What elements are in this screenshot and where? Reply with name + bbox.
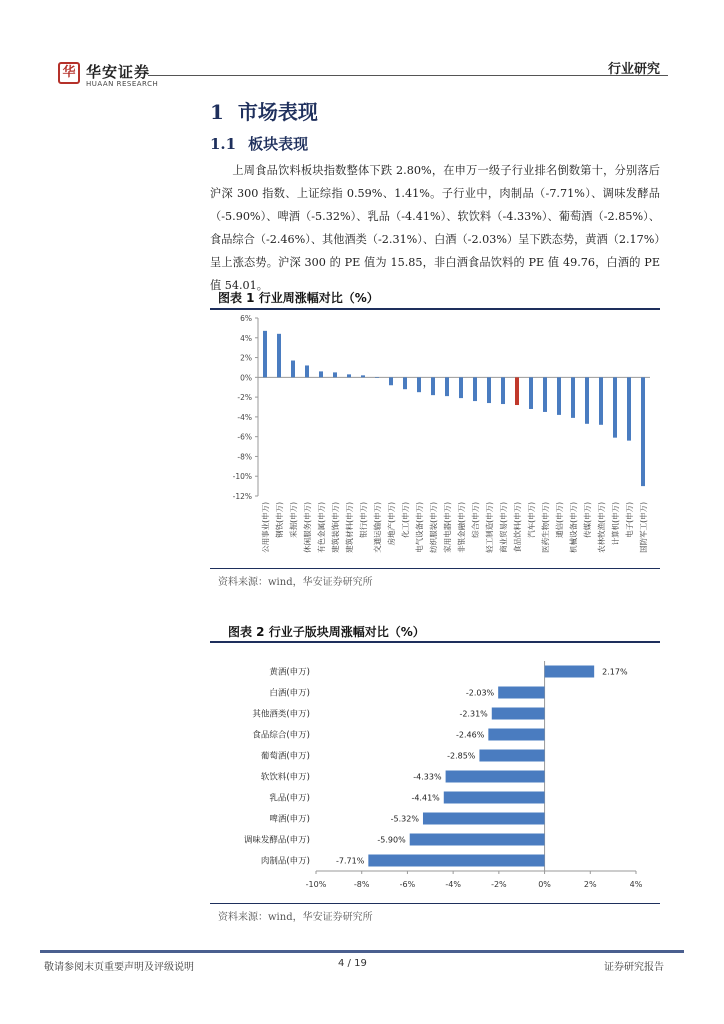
bar bbox=[403, 377, 407, 389]
figure1-title: 图表 1 行业周涨幅对比（%） bbox=[218, 291, 379, 305]
bar bbox=[368, 855, 544, 867]
subsection-title: 板块表现 bbox=[248, 135, 309, 153]
category-label: 乳品(申万) bbox=[269, 793, 310, 804]
bar bbox=[515, 377, 519, 405]
bar bbox=[277, 334, 281, 378]
x-tick-label: 采掘(申万) bbox=[289, 502, 298, 538]
x-tick-label: 农林牧渔(申万) bbox=[597, 502, 606, 553]
y-tick-label: -8% bbox=[237, 452, 252, 462]
footer-report-type: 证券研究报告 bbox=[604, 962, 664, 973]
bar bbox=[599, 377, 603, 424]
bar bbox=[333, 372, 337, 377]
bar bbox=[543, 377, 547, 412]
x-tick-label: 电子(申万) bbox=[625, 502, 634, 538]
y-tick-label: 4% bbox=[240, 333, 252, 343]
page-header bbox=[0, 0, 724, 90]
bar bbox=[431, 377, 435, 395]
x-tick-label: -6% bbox=[399, 880, 416, 889]
bar bbox=[410, 834, 545, 846]
bar bbox=[641, 377, 645, 486]
x-tick-label: 建筑装饰(申万) bbox=[331, 502, 340, 553]
bar bbox=[375, 377, 379, 378]
y-tick-label: 0% bbox=[240, 373, 252, 383]
y-tick-label: -4% bbox=[237, 412, 252, 422]
summary-paragraph: 上周食品饮料板块指数整体下跌 2.80%，在申万一级子行业排名倒数第十，分别落后沪深 300 指数、上证综指 0.59%、1.41%。子行业中，肉制品（-7.71%）、调味发酵品（-5.90%）、啤酒（-5.32%）、乳品（-4.41%）、软饮料（-4.33%）、葡萄酒（-2.85%）、食品综合（-2.46%）、其他酒类（-2.31%）、白酒（-2.03%）呈下跌态势，黄酒（2.17%）呈上涨态势。沪深 300 的 PE 值为 15.85，非白酒食品饮料的 PE 值 49.76，白酒的 PE 值 54.01。 bbox=[210, 164, 660, 292]
data-label: -5.32% bbox=[390, 814, 419, 824]
logo-text: 华安证券 bbox=[86, 63, 151, 81]
bar bbox=[479, 750, 544, 762]
bar bbox=[361, 375, 365, 377]
footer-divider bbox=[40, 950, 684, 953]
figure2-chart bbox=[210, 643, 660, 903]
x-tick-label: -2% bbox=[491, 880, 507, 889]
bar bbox=[423, 813, 545, 825]
section-title: 市场表现 bbox=[237, 100, 318, 124]
bar bbox=[319, 371, 323, 377]
figure1-chart bbox=[210, 310, 660, 568]
category-label: 白酒(申万) bbox=[269, 688, 310, 699]
section-heading bbox=[210, 96, 318, 125]
data-label: 2.17% bbox=[602, 667, 628, 677]
x-tick-label: 轻工制造(申万) bbox=[485, 502, 494, 553]
y-tick-label: 2% bbox=[240, 353, 252, 363]
x-tick-label: 国防军工(申万) bbox=[639, 502, 648, 553]
x-tick-label: -4% bbox=[445, 880, 461, 889]
bar bbox=[445, 377, 449, 396]
x-tick-label: 非银金融(申万) bbox=[457, 502, 466, 553]
y-tick-label: -6% bbox=[237, 432, 252, 442]
bar bbox=[571, 377, 575, 418]
category-label: 其他酒类(申万) bbox=[252, 709, 310, 720]
bar bbox=[498, 687, 544, 699]
x-tick-label: 房地产(申万) bbox=[387, 502, 396, 546]
x-tick-label: 商业贸易(申万) bbox=[499, 502, 508, 553]
x-tick-label: 化工(申万) bbox=[401, 502, 410, 538]
bar bbox=[557, 377, 561, 415]
category-label: 肉制品(申万) bbox=[260, 856, 310, 867]
x-tick-label: 银行(申万) bbox=[359, 502, 368, 538]
data-label: -2.46% bbox=[456, 730, 485, 740]
bar bbox=[501, 377, 505, 404]
bar bbox=[305, 365, 309, 377]
data-label: -2.85% bbox=[447, 751, 476, 761]
bar bbox=[389, 377, 393, 385]
figure1-source: 资料来源：wind，华安证券研究所 bbox=[218, 577, 373, 588]
bar bbox=[473, 377, 477, 401]
y-tick-label: -2% bbox=[237, 393, 252, 403]
logo-subtext: HUAAN RESEARCH bbox=[86, 80, 159, 88]
category-label: 软饮料(申万) bbox=[260, 772, 310, 783]
bar bbox=[529, 377, 533, 409]
x-tick-label: -8% bbox=[353, 880, 370, 889]
category-label: 黄酒(申万) bbox=[269, 667, 310, 678]
figure2-title: 图表 2 行业子版块周涨幅对比（%） bbox=[228, 625, 425, 639]
report-category: 行业研究 bbox=[607, 62, 660, 77]
x-tick-label: -10% bbox=[305, 880, 327, 889]
x-tick-label: 传媒(申万) bbox=[583, 502, 592, 538]
figure2-bottom-rule bbox=[210, 903, 660, 904]
bar bbox=[417, 377, 421, 392]
data-label: -4.41% bbox=[411, 793, 440, 803]
section-number: 1 bbox=[210, 100, 224, 124]
x-tick-label: 医药生物(申万) bbox=[541, 502, 550, 553]
x-tick-label: 汽车(申万) bbox=[527, 502, 536, 538]
x-tick-label: 公用事业(申万) bbox=[261, 502, 270, 553]
bar bbox=[492, 708, 545, 720]
header-divider bbox=[148, 75, 668, 76]
x-tick-label: 0% bbox=[538, 880, 551, 889]
bar bbox=[545, 666, 595, 678]
x-tick-label: 4% bbox=[629, 880, 643, 889]
bar bbox=[291, 361, 295, 378]
bar bbox=[263, 331, 267, 377]
subsection-heading bbox=[210, 133, 308, 154]
data-label: -2.03% bbox=[465, 688, 495, 698]
page-number: 4 / 19 bbox=[338, 958, 367, 969]
figure1-bottom-rule bbox=[210, 568, 660, 569]
data-label: -5.90% bbox=[377, 835, 406, 845]
subsection-number: 1.1 bbox=[210, 135, 237, 153]
bar bbox=[347, 374, 351, 377]
x-tick-label: 纺织服装(申万) bbox=[429, 502, 438, 553]
logo-icon: 华 bbox=[58, 62, 80, 84]
x-tick-label: 有色金属(申万) bbox=[317, 502, 326, 553]
bar bbox=[613, 377, 617, 437]
category-label: 食品综合(申万) bbox=[252, 730, 310, 741]
x-tick-label: 休闲服务(申万) bbox=[303, 502, 312, 553]
x-tick-label: 建筑材料(申万) bbox=[345, 502, 354, 553]
y-tick-label: 6% bbox=[240, 314, 252, 323]
x-tick-label: 家用电器(申万) bbox=[443, 502, 452, 553]
y-tick-label: -10% bbox=[232, 472, 252, 482]
category-label: 调味发酵品(申万) bbox=[243, 835, 310, 846]
bar bbox=[459, 377, 463, 398]
data-label: -7.71% bbox=[336, 856, 365, 866]
bar bbox=[446, 771, 545, 783]
x-tick-label: 电气设备(申万) bbox=[415, 502, 424, 553]
x-tick-label: 综合(申万) bbox=[471, 502, 480, 538]
x-tick-label: 机械设备(申万) bbox=[569, 502, 578, 553]
y-tick-label: -12% bbox=[232, 492, 252, 501]
bar bbox=[627, 377, 631, 440]
bar bbox=[488, 729, 544, 741]
x-tick-label: 计算机(申万) bbox=[611, 502, 620, 546]
x-tick-label: 交通运输(申万) bbox=[373, 502, 382, 553]
x-tick-label: 食品饮料(申万) bbox=[513, 502, 522, 553]
bar bbox=[444, 792, 545, 804]
category-label: 啤酒(申万) bbox=[269, 814, 310, 825]
x-tick-label: 通信(申万) bbox=[555, 502, 564, 538]
x-tick-label: 2% bbox=[583, 880, 597, 889]
bar bbox=[585, 377, 589, 423]
figure2-source: 资料来源：wind，华安证券研究所 bbox=[218, 912, 373, 923]
x-tick-label: 钢铁(申万) bbox=[275, 502, 284, 538]
footer-disclaimer: 敬请参阅末页重要声明及评级说明 bbox=[44, 962, 194, 973]
bar bbox=[487, 377, 491, 403]
data-label: -2.31% bbox=[459, 709, 488, 719]
data-label: -4.33% bbox=[413, 772, 442, 782]
category-label: 葡萄酒(申万) bbox=[260, 751, 310, 762]
